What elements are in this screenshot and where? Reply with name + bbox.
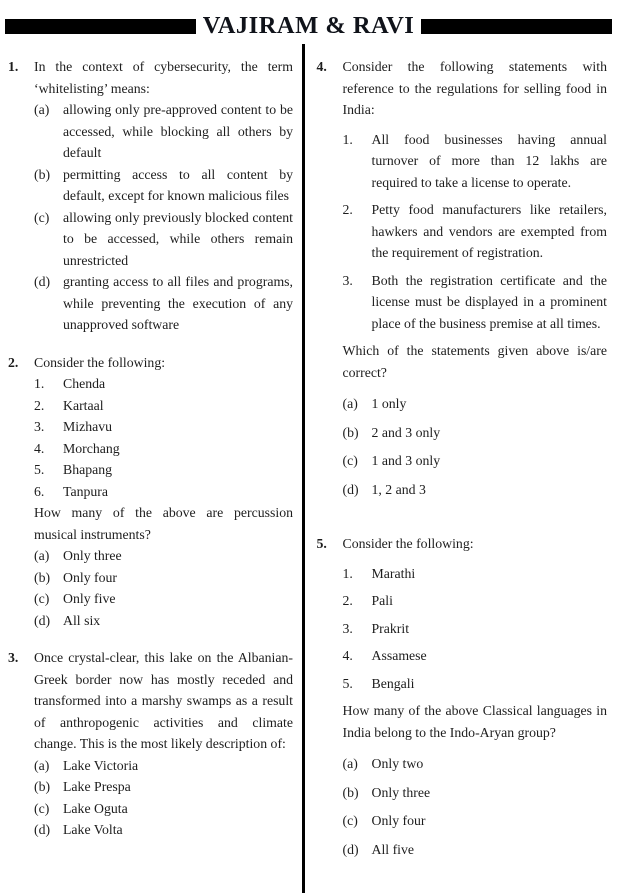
option-label: (c) [34, 588, 63, 610]
list-item-text: Morchang [63, 438, 293, 460]
option-label: (b) [34, 567, 63, 589]
list-item-text: Chenda [63, 373, 293, 395]
question [8, 647, 293, 841]
option [343, 782, 608, 804]
option-text: Only four [372, 810, 608, 832]
option-label: (a) [34, 545, 63, 567]
option-text: granting access to all files and programs, while preventing the execution of any unapproved software [63, 271, 293, 336]
question-number: 4. [317, 56, 343, 507]
option-label: (d) [34, 819, 63, 841]
option [343, 753, 608, 775]
list-item-number: 1. [34, 373, 63, 395]
list-item [343, 129, 608, 194]
option-label: (d) [34, 610, 63, 632]
option-label: (c) [34, 798, 63, 820]
list-item-text: Bhapang [63, 459, 293, 481]
option [343, 422, 608, 444]
option [343, 479, 608, 501]
option-text: allowing only previously blocked content to be accessed, while others remain unrestricted [63, 207, 293, 272]
option [34, 207, 293, 272]
list-item-number: 2. [343, 199, 372, 264]
list-item [34, 459, 293, 481]
question-body [34, 56, 293, 336]
list-item-number: 6. [34, 481, 63, 503]
question-stem: How many of the above are percussion musical instruments? [34, 502, 293, 545]
option-text: permitting access to all content by default, except for known malicious files [63, 164, 293, 207]
option [34, 610, 293, 632]
list-item-text: Tanpura [63, 481, 293, 503]
question-number: 1. [8, 56, 34, 336]
list-item-text: Prakrit [372, 618, 608, 640]
list-item-text: Petty food manufacturers like retailers, hawkers and vendors are exempted from the requirement of registration. [372, 199, 608, 264]
list-item-number: 2. [34, 395, 63, 417]
option-label: (d) [34, 271, 63, 336]
option-text: 1 only [372, 393, 608, 415]
option [34, 588, 293, 610]
header-bar-right [421, 19, 612, 34]
question-body [343, 56, 608, 507]
list-item-number: 5. [343, 673, 372, 695]
option-text: Only four [63, 567, 293, 589]
option-label: (a) [34, 99, 63, 164]
option-text: Only three [63, 545, 293, 567]
right-column [305, 44, 617, 893]
list-item [34, 416, 293, 438]
question-intro: In the context of cybersecurity, the term ‘whitelisting’ means: [34, 56, 293, 99]
option-text: Lake Prespa [63, 776, 293, 798]
list-item [343, 618, 608, 640]
list-item-number: 4. [34, 438, 63, 460]
question [317, 56, 608, 507]
option-label: (a) [34, 755, 63, 777]
option-label: (c) [343, 810, 372, 832]
option [34, 99, 293, 164]
option [34, 776, 293, 798]
list-item [34, 395, 293, 417]
question-intro: Consider the following statements with reference to the regulations for selling food in India: [343, 56, 608, 121]
option-text: Lake Volta [63, 819, 293, 841]
option-text: 1 and 3 only [372, 450, 608, 472]
list-item-text: Both the registration certificate and the license must be displayed in a prominent place of the business premise at all times. [372, 270, 608, 335]
list-item [343, 590, 608, 612]
option-text: Lake Oguta [63, 798, 293, 820]
list-item-text: Kartaal [63, 395, 293, 417]
option-label: (c) [34, 207, 63, 272]
list-item [34, 438, 293, 460]
option [343, 839, 608, 861]
list-item-number: 3. [34, 416, 63, 438]
list-item [343, 563, 608, 585]
question [317, 533, 608, 867]
question [8, 56, 293, 336]
question-stem: How many of the above Classical languages in India belong to the Indo-Aryan group? [343, 700, 608, 743]
list-item [343, 645, 608, 667]
option-text: 1, 2 and 3 [372, 479, 608, 501]
list-item-text: Marathi [372, 563, 608, 585]
option-text: allowing only pre-approved content to be accessed, while blocking all others by default [63, 99, 293, 164]
option-text: Only five [63, 588, 293, 610]
option-label: (c) [343, 450, 372, 472]
option [343, 810, 608, 832]
question-stem: Which of the statements given above is/are correct? [343, 340, 608, 383]
list-item-number: 2. [343, 590, 372, 612]
option [34, 798, 293, 820]
list-item [34, 481, 293, 503]
list-item-text: Mizhavu [63, 416, 293, 438]
page [0, 10, 617, 893]
list-item [343, 270, 608, 335]
question-number: 5. [317, 533, 343, 867]
option [343, 393, 608, 415]
header-bar-left [5, 19, 196, 34]
option-text: Lake Victoria [63, 755, 293, 777]
question-intro: Consider the following: [34, 352, 293, 374]
option-label: (a) [343, 753, 372, 775]
option [34, 164, 293, 207]
question-body [343, 533, 608, 867]
header [5, 10, 612, 42]
question-body [34, 352, 293, 632]
question-number: 3. [8, 647, 34, 841]
option [34, 567, 293, 589]
left-column [0, 44, 302, 893]
option-label: (b) [343, 782, 372, 804]
list-item-number: 3. [343, 618, 372, 640]
question-body [34, 647, 293, 841]
option-text: 2 and 3 only [372, 422, 608, 444]
option [34, 819, 293, 841]
option-label: (a) [343, 393, 372, 415]
list-item-number: 5. [34, 459, 63, 481]
list-item-text: Assamese [372, 645, 608, 667]
option-text: All five [372, 839, 608, 861]
list-item [343, 673, 608, 695]
question [8, 352, 293, 632]
option-label: (d) [343, 839, 372, 861]
option [34, 545, 293, 567]
question-number: 2. [8, 352, 34, 632]
option-label: (b) [343, 422, 372, 444]
list-item-text: Pali [372, 590, 608, 612]
option-text: Only three [372, 782, 608, 804]
option-label: (b) [34, 776, 63, 798]
list-item-number: 4. [343, 645, 372, 667]
list-item-number: 1. [343, 563, 372, 585]
option [34, 271, 293, 336]
question-intro: Once crystal-clear, this lake on the Albanian-Greek border now has mostly receded and transformed into a marshy swamps as a result of anthropogenic activities and climate change. This is the most likely description of: [34, 647, 293, 755]
option-label: (d) [343, 479, 372, 501]
option [34, 755, 293, 777]
page-title: VAJIRAM & RAVI [196, 15, 422, 37]
option-text: All six [63, 610, 293, 632]
list-item-number: 3. [343, 270, 372, 335]
content [0, 44, 617, 893]
list-item-text: All food businesses having annual turnover of more than 12 lakhs are required to take a license to operate. [372, 129, 608, 194]
option-text: Only two [372, 753, 608, 775]
list-item [34, 373, 293, 395]
option-label: (b) [34, 164, 63, 207]
list-item [343, 199, 608, 264]
list-item-number: 1. [343, 129, 372, 194]
option [343, 450, 608, 472]
list-item-text: Bengali [372, 673, 608, 695]
question-intro: Consider the following: [343, 533, 608, 555]
